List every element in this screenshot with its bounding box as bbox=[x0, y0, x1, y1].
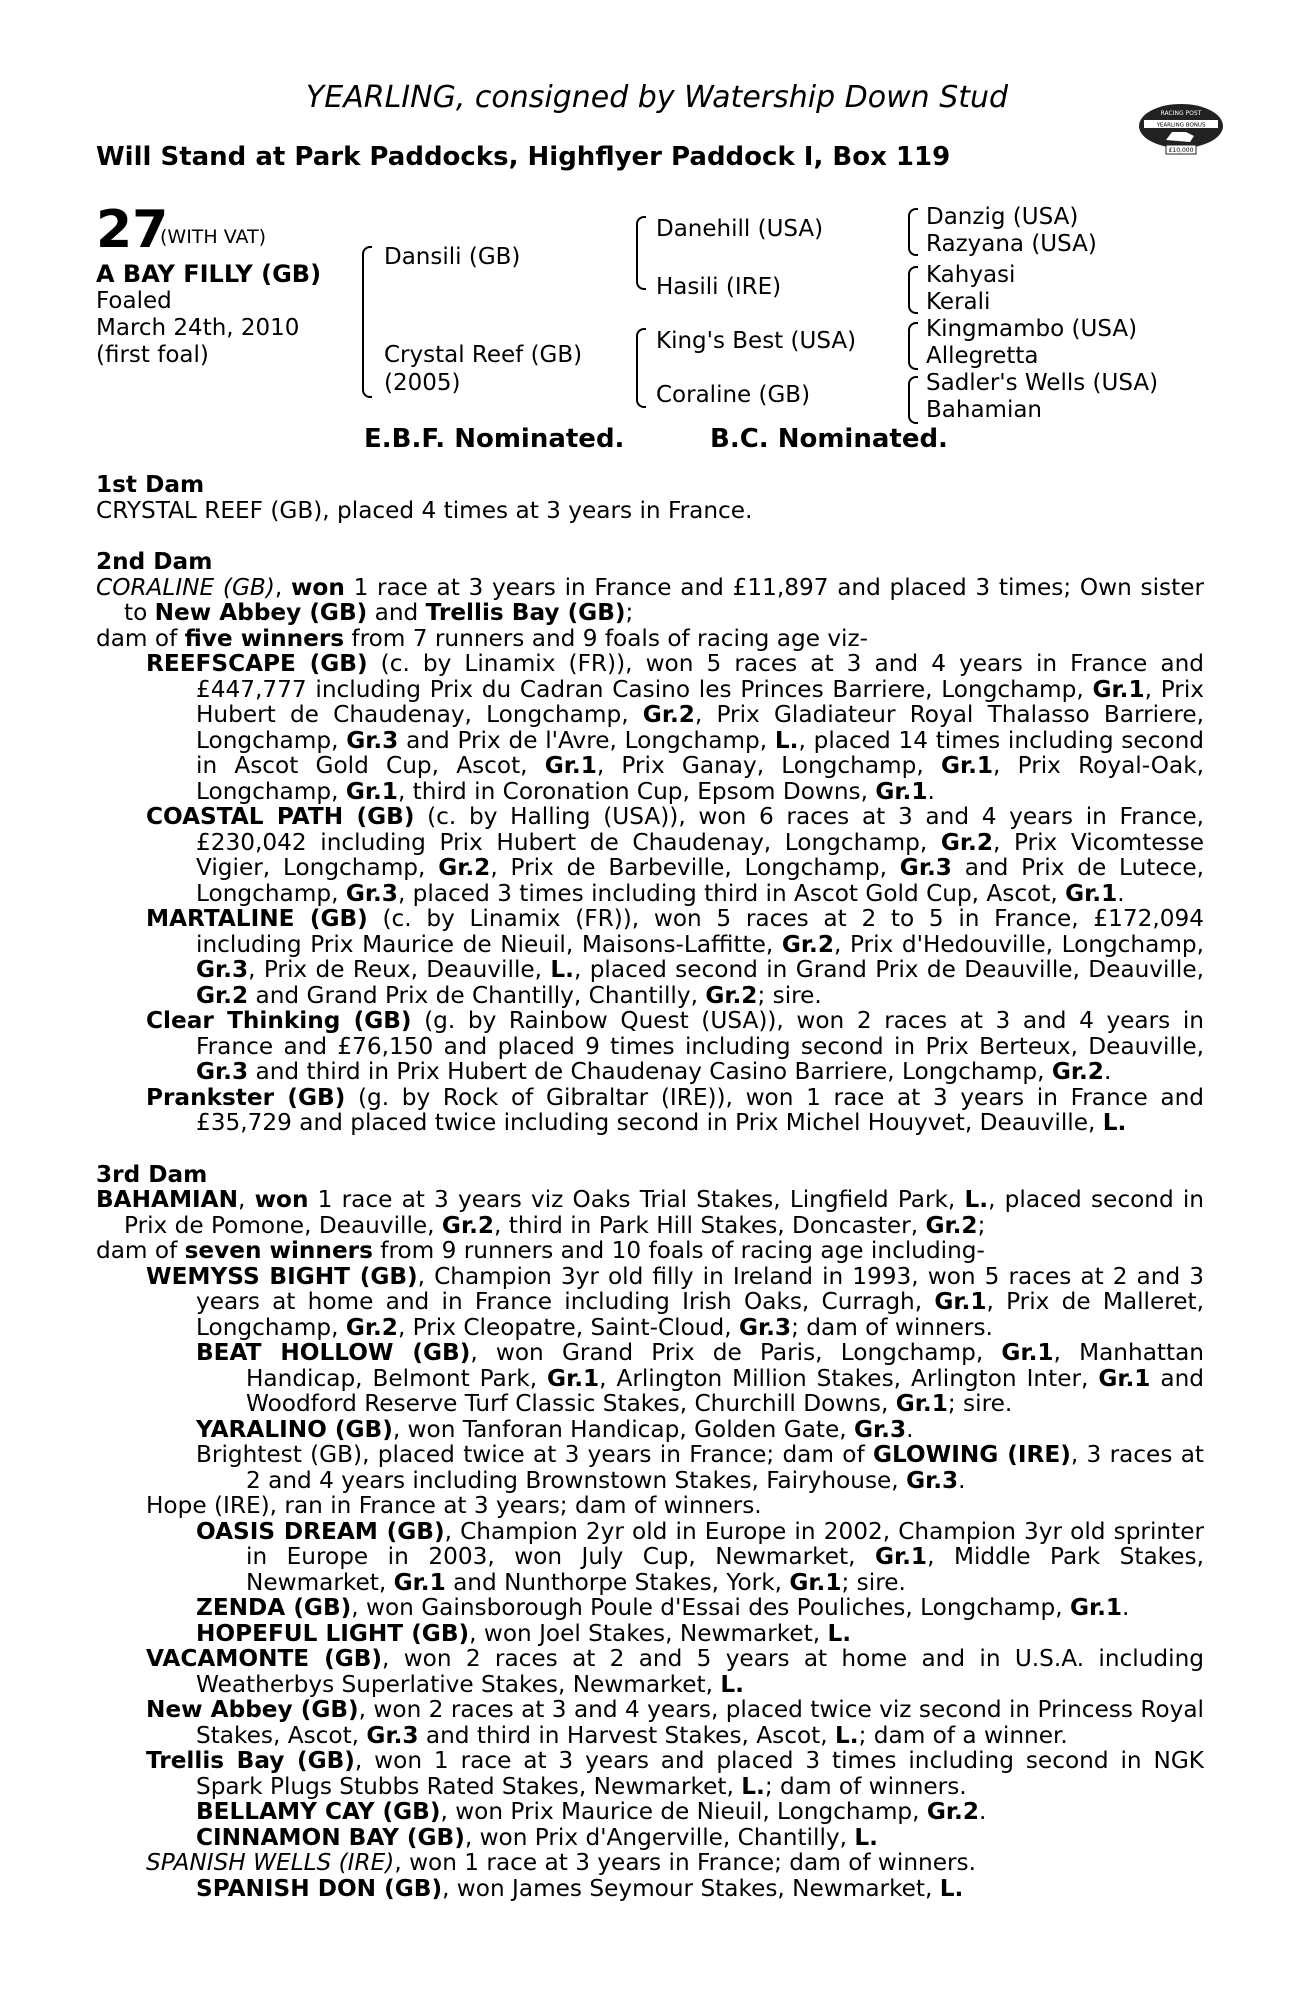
foaled-date: March 24th, 2010 bbox=[96, 315, 300, 341]
third-dam-produce bbox=[96, 1264, 1204, 1902]
pedigree-brace bbox=[908, 322, 918, 370]
text-run: Prankster (GB) bbox=[146, 1083, 346, 1111]
text-run: Gr.3 bbox=[738, 1313, 792, 1341]
produce-entry bbox=[96, 1519, 1204, 1596]
produce-entry bbox=[96, 1417, 1204, 1443]
first-dam-text: CRYSTAL REEF (GB), placed 4 times at 3 years in France. bbox=[96, 496, 753, 524]
text-run: five winners bbox=[184, 624, 345, 652]
text-run: . bbox=[1122, 1594, 1130, 1621]
text-run: , won 1 race at 3 years in France; dam of winners. bbox=[394, 1849, 976, 1876]
first-dam-heading: 1st Dam bbox=[96, 471, 205, 498]
text-run: , bbox=[274, 573, 291, 601]
text-run: Gr.2 bbox=[1051, 1058, 1104, 1085]
text-run: and Prix de Lutece, Longchamp, bbox=[196, 854, 1205, 907]
text-run: , won 2 races at 2 and 5 years at home and in U.S.A. including Weatherbys Superlative Stakes, Newmarket, bbox=[196, 1645, 1204, 1698]
produce-entry bbox=[96, 1264, 1204, 1341]
produce-entry bbox=[96, 1008, 1204, 1085]
text-run: and third in Prix Hubert de Chaudenay Casino Barriere, Longchamp, bbox=[248, 1058, 1052, 1085]
pedigree-gen3: Razyana (USA) bbox=[926, 231, 1097, 257]
text-run: ; sire. bbox=[757, 981, 822, 1009]
lot-name: A BAY FILLY (GB) bbox=[96, 260, 322, 288]
second-dam-heading: 2nd Dam bbox=[96, 548, 213, 575]
produce-entry bbox=[96, 1748, 1204, 1799]
text-run: Gr.3 bbox=[899, 854, 952, 881]
text-run: Gr.3 bbox=[366, 1721, 419, 1749]
svg-text:YEARLING BONUS: YEARLING BONUS bbox=[1156, 122, 1206, 129]
text-run: ; dam of a winner. bbox=[858, 1721, 1068, 1749]
text-run: , placed 14 times including second in Ascot Gold Cup, Ascot, bbox=[196, 726, 1204, 779]
text-run: , Prix Vicomtesse Vigier, Longchamp, bbox=[196, 828, 1204, 881]
pedigree-gen3: Allegretta bbox=[926, 343, 1039, 369]
text-run: CORALINE (GB) bbox=[96, 573, 275, 601]
stand-location: Will Stand at Park Paddocks, Highflyer Paddock I, Box 119 bbox=[96, 142, 951, 172]
text-run: OASIS DREAM (GB) bbox=[196, 1517, 445, 1545]
text-run: and Prix de l'Avre, Longchamp, bbox=[398, 726, 775, 754]
text-run: , placed second in Prix de Pomone, Deauville, bbox=[124, 1186, 1205, 1239]
text-run: . bbox=[1103, 1058, 1112, 1085]
text-run: . bbox=[906, 1415, 914, 1443]
text-run: seven winners bbox=[184, 1237, 373, 1264]
text-run: , Prix de Malleret, Longchamp, bbox=[196, 1288, 1204, 1341]
text-run: MARTALINE (GB) bbox=[146, 905, 368, 932]
text-run: Gr.2 bbox=[642, 701, 695, 728]
pedigree-gen2: Coraline (GB) bbox=[656, 382, 811, 408]
text-run: Hope (IRE), ran in France at 3 years; dam of winners. bbox=[146, 1492, 762, 1519]
text-run: Gr.2 bbox=[926, 1798, 979, 1825]
text-run: Brightest (GB), placed twice at 3 years in France; dam of bbox=[196, 1441, 873, 1468]
text-run: , Prix Gladiateur Royal Thalasso Barriere, Longchamp, bbox=[196, 701, 1204, 754]
text-run: REEFSCAPE (GB) bbox=[146, 650, 368, 677]
text-run: L. bbox=[834, 1721, 859, 1749]
text-run: , third in Park Hill Stakes, Doncaster, bbox=[494, 1211, 926, 1239]
produce-entry bbox=[96, 1876, 1204, 1902]
text-run: Clear Thinking (GB) bbox=[146, 1007, 412, 1034]
text-run: CINNAMON BAY (GB) bbox=[196, 1823, 465, 1851]
text-run: , Prix de Barbeville, Longchamp, bbox=[490, 854, 900, 881]
text-run: and third in Harvest Stakes, Ascot, bbox=[418, 1721, 835, 1749]
text-run: and Nunthorpe Stakes, York, bbox=[445, 1568, 790, 1596]
text-run: , Arlington Million Stakes, Arlington Inter, bbox=[599, 1364, 1099, 1392]
text-run: Gr.3 bbox=[196, 956, 249, 983]
text-run: Gr.2 bbox=[940, 828, 993, 856]
text-run: Gr.1 bbox=[874, 1543, 928, 1570]
text-run: SPANISH WELLS (IRE) bbox=[146, 1849, 395, 1876]
pedigree-brace bbox=[636, 328, 646, 408]
text-run: , Prix Cleopatre, Saint-Cloud, bbox=[397, 1313, 739, 1341]
lot-vat: (WITH VAT) bbox=[160, 226, 267, 248]
text-run: , Prix Royal-Oak, Longchamp, bbox=[196, 752, 1204, 805]
text-run: ; bbox=[977, 1211, 986, 1239]
text-run: Trellis Bay (GB) bbox=[146, 1747, 355, 1774]
pedigree-gen3: Kerali bbox=[926, 289, 991, 315]
produce-entry bbox=[96, 1646, 1204, 1697]
lot-note: (first foal) bbox=[96, 342, 209, 368]
text-run: and Woodford Reserve Turf Classic Stakes, Churchill Downs, bbox=[246, 1364, 1204, 1417]
produce-entry bbox=[96, 1799, 1204, 1825]
svg-text:RACING POST: RACING POST bbox=[1160, 110, 1202, 117]
text-run: Gr.1 bbox=[544, 752, 597, 779]
pedigree-gen3: Bahamian bbox=[926, 397, 1043, 423]
text-run: ZENDA (GB) bbox=[196, 1594, 352, 1621]
second-dam-dam-of bbox=[96, 626, 1204, 652]
text-run: Gr.2 bbox=[345, 1313, 398, 1341]
text-run: ; dam of winners. bbox=[791, 1313, 993, 1341]
pedigree-gen3: Kahyasi bbox=[926, 262, 1016, 288]
text-run: , won Tanforan Handicap, Golden Gate, bbox=[392, 1415, 855, 1443]
produce-entry bbox=[96, 804, 1204, 906]
pedigree-brace bbox=[908, 208, 918, 256]
dam-sections bbox=[96, 472, 1204, 1901]
text-run: , Champion 3yr old filly in Ireland in 1993, won 5 races at 2 and 3 years at home and in France including Irish Oaks, Curragh, bbox=[196, 1262, 1204, 1315]
text-run: Gr.3 bbox=[854, 1415, 907, 1443]
text-run: , Prix de Reux, Deauville, bbox=[248, 956, 551, 983]
text-run: from 7 runners and 9 foals of racing age viz- bbox=[344, 624, 869, 652]
text-run: Gr.1 bbox=[1001, 1339, 1054, 1366]
second-dam-produce bbox=[96, 651, 1204, 1136]
produce-entry bbox=[96, 1442, 1204, 1493]
text-run: , won Prix Maurice de Nieuil, Longchamp, bbox=[440, 1798, 927, 1825]
produce-entry bbox=[96, 651, 1204, 804]
lot-number: 27 bbox=[96, 200, 169, 260]
pedigree-brace bbox=[362, 246, 372, 398]
dam-year: (2005) bbox=[384, 370, 461, 396]
text-run: 1 race at 3 years in France and £11,897 and placed 3 times; Own sister to bbox=[124, 573, 1204, 626]
text-run: Gr.1 bbox=[875, 777, 928, 805]
text-run: L. bbox=[741, 1772, 765, 1800]
text-run: WEMYSS BIGHT (GB) bbox=[146, 1262, 418, 1290]
produce-entry bbox=[96, 1621, 1204, 1647]
text-run: 1 race at 3 years viz Oaks Trial Stakes, Lingfield Park, bbox=[308, 1186, 965, 1213]
text-run: , placed 3 times including third in Ascot Gold Cup, Ascot, bbox=[397, 879, 1066, 907]
text-run: New Abbey (GB) bbox=[146, 1696, 359, 1723]
text-run: Gr.1 bbox=[895, 1390, 948, 1417]
text-run: L. bbox=[774, 726, 799, 754]
text-run: Gr.2 bbox=[441, 1211, 495, 1239]
text-run: , won James Seymour Stakes, Newmarket, bbox=[442, 1874, 940, 1902]
text-run: , won 2 races at 3 and 4 years, placed twice viz second in Princess Royal Stakes, Ascot, bbox=[196, 1696, 1204, 1749]
text-run: (c. by Linamix (FR)), won 5 races at 2 to 5 in France, £172,094 including Prix Maurice de Nieuil, Maisons-Laffitte, bbox=[196, 905, 1205, 958]
text-run: Gr.2 bbox=[196, 981, 249, 1009]
pedigree-brace bbox=[908, 266, 918, 314]
pedigree-brace bbox=[636, 216, 646, 290]
text-run: , Champion 2yr old in Europe in 2002, Champion 3yr old sprinter in Europe in 2003, won July Cup, Newmarket, bbox=[246, 1517, 1204, 1570]
text-run: (c. by Linamix (FR)), won 5 races at 3 and 4 years in France and £447,777 including Prix du Cadran Casino les Princes Barriere, Longchamp, bbox=[196, 650, 1204, 703]
svg-text:£10,000: £10,000 bbox=[1168, 147, 1194, 154]
text-run: Gr.3 bbox=[345, 879, 398, 907]
text-run: SPANISH DON (GB) bbox=[196, 1874, 443, 1902]
text-run: , won Joel Stakes, Newmarket, bbox=[469, 1619, 828, 1647]
third-dam-intro bbox=[96, 1187, 1204, 1238]
text-run: ; sire. bbox=[841, 1568, 906, 1596]
text-run: Gr.1 bbox=[547, 1364, 600, 1392]
text-run: Gr.1 bbox=[345, 777, 398, 805]
text-run: New Abbey (GB) bbox=[154, 599, 368, 626]
text-run: COASTAL PATH (GB) bbox=[146, 803, 415, 830]
sire-name: Dansili (GB) bbox=[384, 244, 521, 270]
text-run: BEAT HOLLOW (GB) bbox=[196, 1339, 471, 1366]
text-run: won bbox=[290, 573, 345, 601]
bc-nomination: B.C. Nominated. bbox=[710, 424, 948, 454]
pedigree-gen2: King's Best (USA) bbox=[656, 328, 857, 354]
produce-entry bbox=[96, 1825, 1204, 1851]
text-run: dam of bbox=[96, 624, 185, 652]
text-run: Gr.2 bbox=[925, 1211, 978, 1239]
text-run: L. bbox=[720, 1670, 744, 1698]
pedigree-brace bbox=[908, 376, 918, 424]
text-run: Gr.3 bbox=[346, 726, 399, 754]
text-run: VACAMONTE (GB) bbox=[146, 1645, 383, 1672]
ebf-nomination: E.B.F. Nominated. bbox=[364, 424, 625, 454]
third-dam-dam-of bbox=[96, 1238, 1204, 1264]
produce-entry bbox=[96, 1340, 1204, 1417]
text-run: Trellis Bay (GB) bbox=[425, 599, 626, 626]
second-dam-intro bbox=[96, 575, 1204, 626]
pedigree-gen3: Sadler's Wells (USA) bbox=[926, 370, 1159, 396]
text-run: , won Grand Prix de Paris, Longchamp, bbox=[470, 1339, 1002, 1366]
text-run: Gr.2 bbox=[438, 854, 491, 881]
text-run: Gr.2 bbox=[705, 981, 758, 1009]
text-run: , won Prix d'Angerville, Chantilly, bbox=[464, 1823, 855, 1851]
produce-entry bbox=[96, 906, 1204, 1008]
text-run: won bbox=[254, 1186, 309, 1213]
yearling-bonus-logo bbox=[1136, 96, 1226, 156]
text-run: L. bbox=[550, 956, 574, 983]
pedigree-gen3: Danzig (USA) bbox=[926, 204, 1079, 230]
text-run: (g. by Rock of Gibraltar (IRE)), won 1 race at 3 years in France and £35,729 and placed twice including second in Prix Michel Houyvet, Deauville, bbox=[196, 1083, 1204, 1136]
text-run: , Prix d'Hedouville, Longchamp, bbox=[834, 930, 1205, 958]
text-run: and Grand Prix de Chantilly, Chantilly, bbox=[248, 981, 706, 1009]
text-run: ; bbox=[625, 599, 634, 626]
text-run: HOPEFUL LIGHT (GB) bbox=[196, 1619, 470, 1647]
produce-entry bbox=[96, 1850, 1204, 1876]
text-run: L. bbox=[854, 1823, 878, 1851]
produce-entry bbox=[96, 1595, 1204, 1621]
third-dam-heading: 3rd Dam bbox=[96, 1160, 208, 1188]
text-run: L. bbox=[827, 1619, 852, 1647]
produce-entry bbox=[96, 1085, 1204, 1136]
text-run: Gr.1 bbox=[1092, 675, 1145, 703]
text-run: L. bbox=[1102, 1109, 1127, 1136]
text-run: Gr.1 bbox=[1098, 1364, 1151, 1392]
text-run: , placed second in Grand Prix de Deauville, Deauville, bbox=[573, 956, 1204, 983]
text-run: dam of bbox=[96, 1237, 185, 1264]
text-run: BELLAMY CAY (GB) bbox=[196, 1798, 441, 1825]
text-run: Gr.1 bbox=[1065, 879, 1118, 907]
produce-entry bbox=[96, 1697, 1204, 1748]
text-run: and bbox=[367, 599, 426, 626]
text-run: BAHAMIAN bbox=[96, 1186, 239, 1213]
text-run: , Middle Park Stakes, Newmarket, bbox=[246, 1543, 1204, 1596]
text-run: , Manhattan Handicap, Belmont Park, bbox=[246, 1339, 1204, 1392]
text-run: GLOWING (IRE) bbox=[872, 1441, 1071, 1468]
text-run: Gr.1 bbox=[1069, 1594, 1123, 1621]
pedigree-gen2: Hasili (IRE) bbox=[656, 274, 782, 300]
pedigree-gen3: Kingmambo (USA) bbox=[926, 316, 1138, 342]
text-run: Gr.1 bbox=[934, 1288, 987, 1315]
text-run: from 9 runners and 10 foals of racing age including- bbox=[372, 1237, 985, 1264]
text-run: , third in Coronation Cup, Epsom Downs, bbox=[397, 777, 876, 805]
text-run: L. bbox=[939, 1874, 964, 1902]
foaled-label: Foaled bbox=[96, 288, 172, 314]
text-run: . bbox=[958, 1466, 966, 1494]
text-run: , Prix Ganay, Longchamp, bbox=[596, 752, 941, 779]
text-run: , won 1 race at 3 years and placed 3 times including second in NGK Spark Plugs Stubbs Rated Stakes, Newmarket, bbox=[196, 1747, 1204, 1800]
text-run: (g. by Rainbow Quest (USA)), won 2 races at 3 and 4 years in France and £76,150 and placed 9 times including second in Prix Berteux, Deauville, bbox=[196, 1007, 1204, 1060]
text-run: , Prix Hubert de Chaudenay, Longchamp, bbox=[196, 675, 1205, 728]
page-title: YEARLING, consigned by Watership Down Stud bbox=[305, 80, 1009, 115]
text-run: L. bbox=[964, 1186, 989, 1213]
dam-name: Crystal Reef (GB) bbox=[384, 342, 583, 368]
text-run: . bbox=[927, 777, 935, 805]
pedigree-gen2: Danehill (USA) bbox=[656, 216, 824, 242]
text-run: Gr.2 bbox=[781, 930, 834, 958]
text-run: YARALINO (GB) bbox=[196, 1415, 393, 1443]
text-run: . bbox=[1117, 879, 1125, 907]
text-run: . bbox=[978, 1798, 987, 1825]
text-run: Gr.3 bbox=[196, 1058, 249, 1085]
text-run: Gr.3 bbox=[906, 1466, 959, 1494]
text-run: Gr.1 bbox=[789, 1568, 842, 1596]
text-run: (c. by Halling (USA)), won 6 races at 3 and 4 years in France, £230,042 including Prix Hubert de Chaudenay, Longchamp, bbox=[196, 803, 1205, 856]
text-run: , 3 races at 2 and 4 years including Brownstown Stakes, Fairyhouse, bbox=[246, 1441, 1205, 1494]
text-run: , bbox=[238, 1186, 255, 1213]
text-run: Gr.1 bbox=[393, 1568, 446, 1596]
text-run: ; sire. bbox=[947, 1390, 1013, 1417]
text-run: ; dam of winners. bbox=[764, 1772, 967, 1800]
text-run: , won Gainsborough Poule d'Essai des Pouliches, Longchamp, bbox=[351, 1594, 1070, 1621]
produce-entry bbox=[96, 1493, 1204, 1519]
text-run: Gr.1 bbox=[940, 752, 994, 779]
